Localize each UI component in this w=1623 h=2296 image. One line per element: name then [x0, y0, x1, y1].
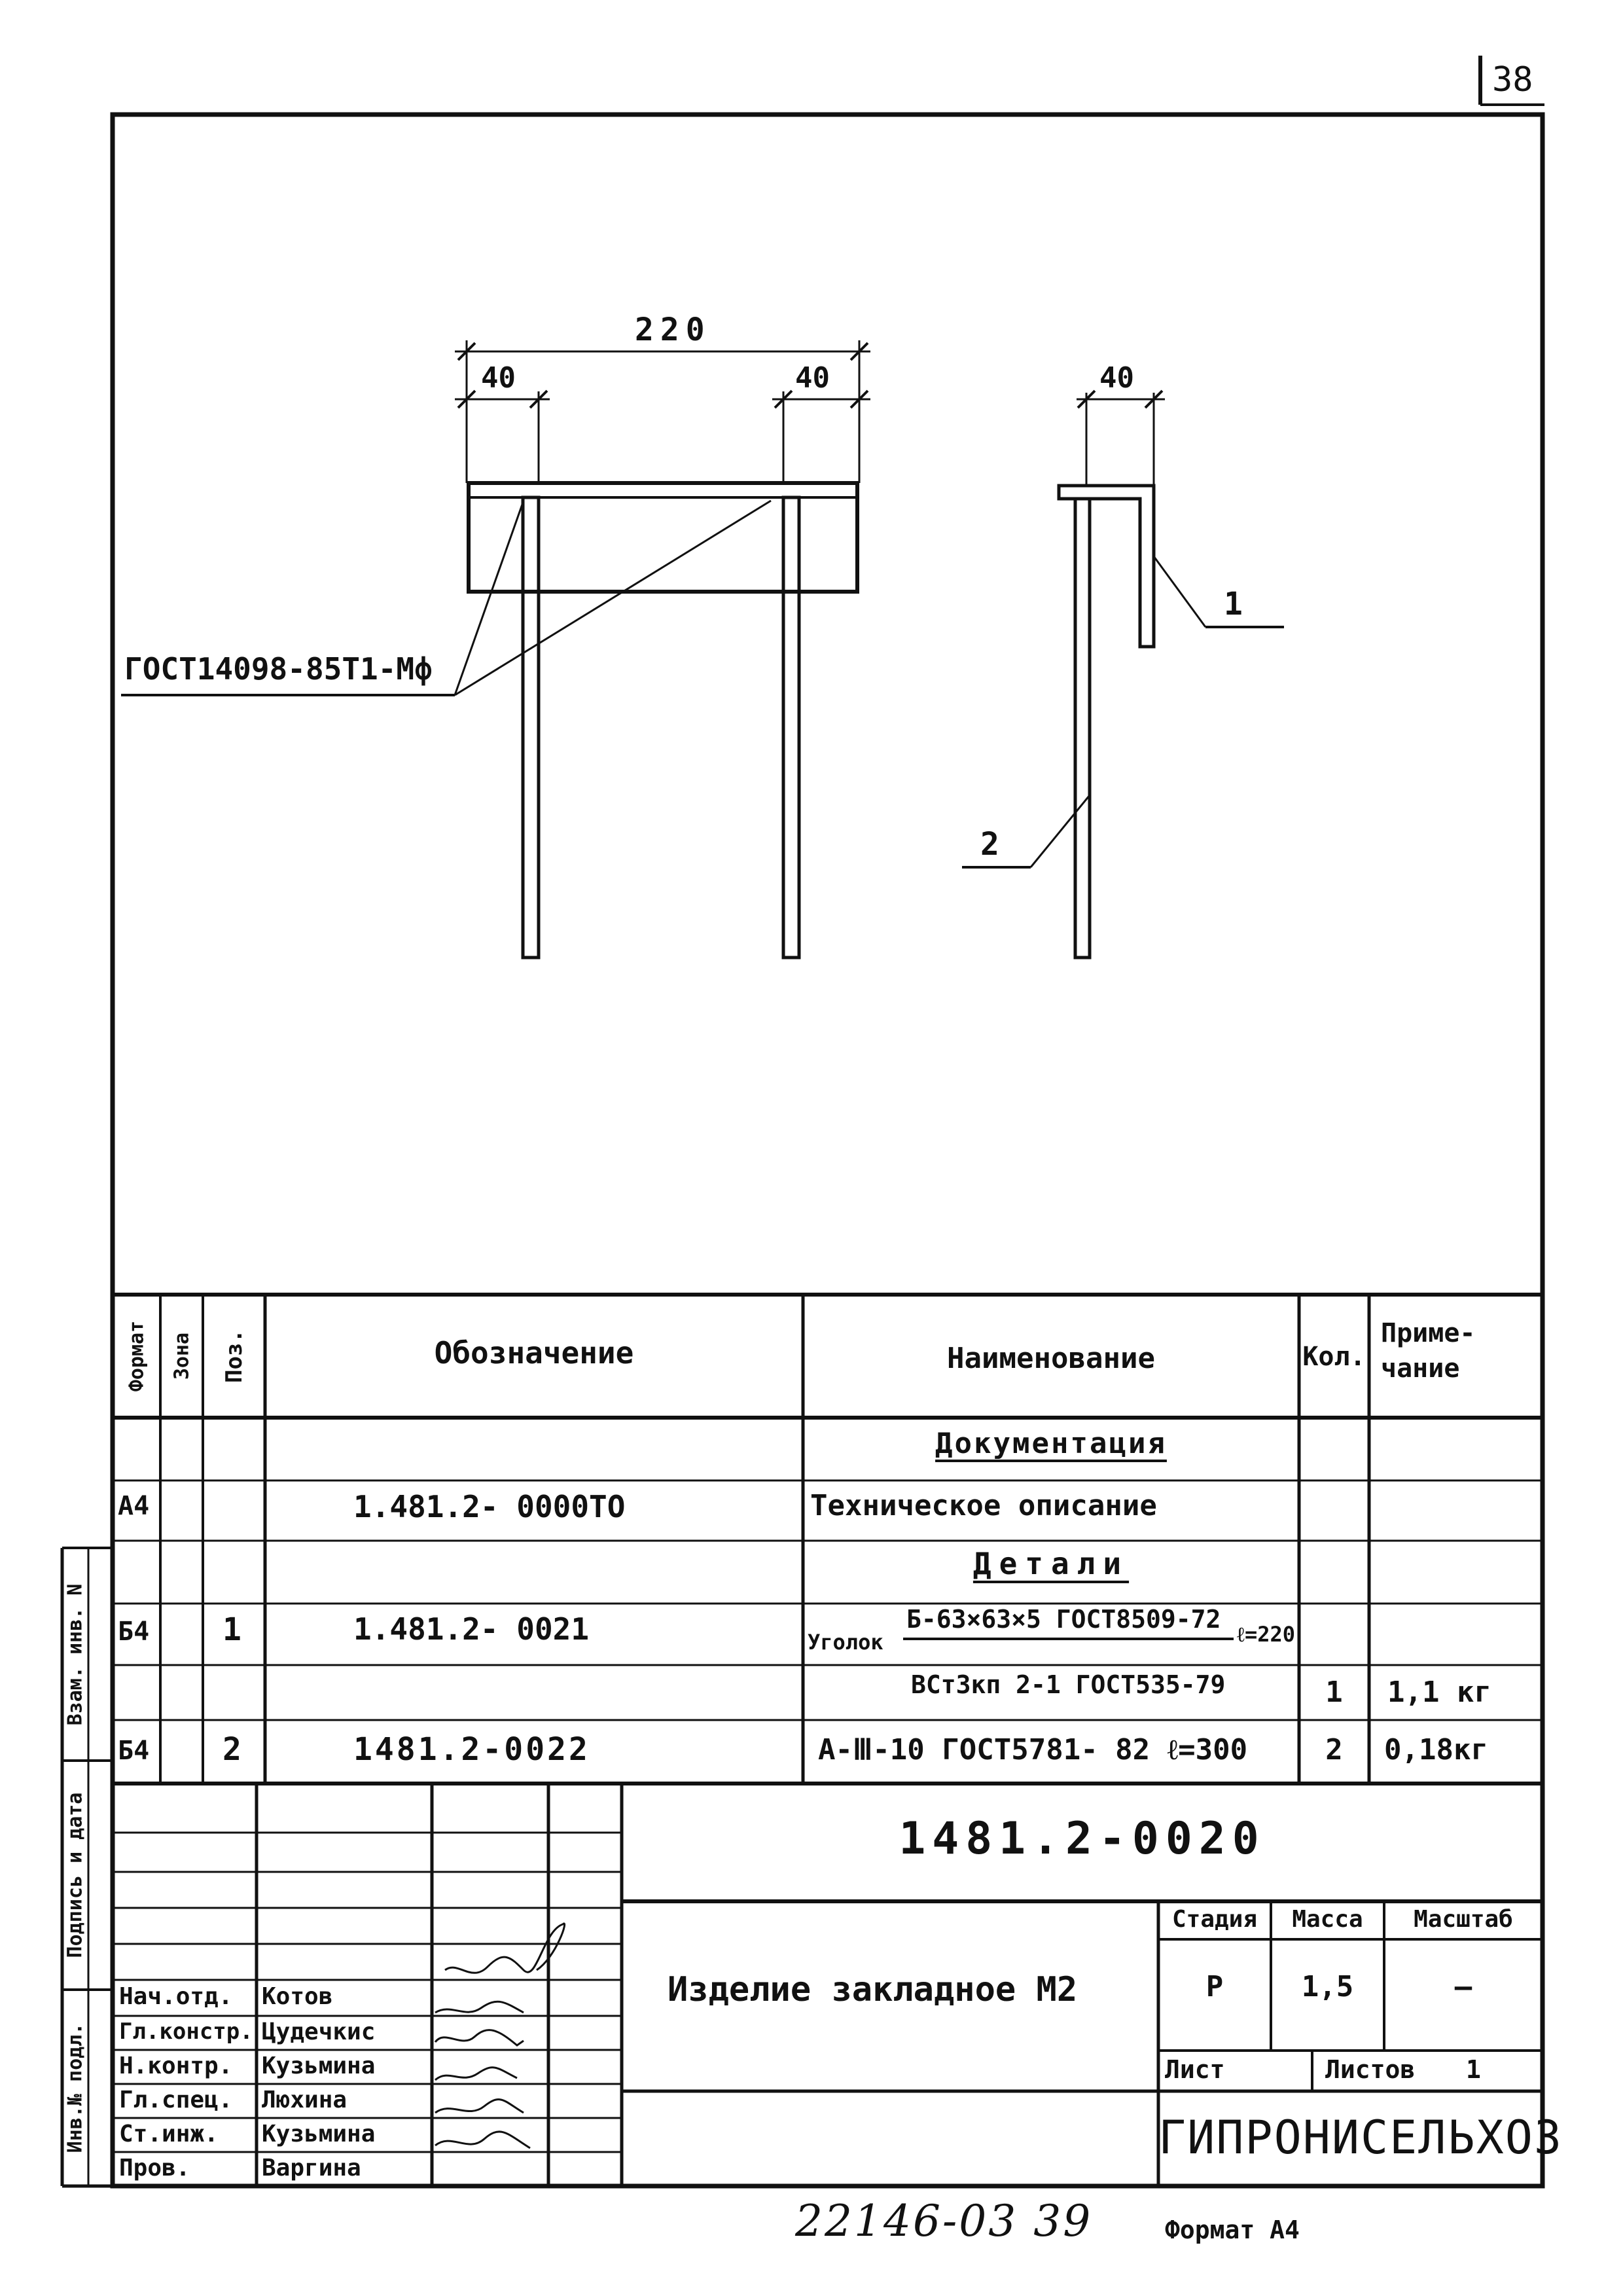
row1-name-suffix: ℓ=220 — [1237, 1622, 1296, 1647]
dim-side: 40 — [1099, 361, 1134, 395]
callout-1: 1 — [1224, 586, 1243, 622]
section-parts: Детали — [972, 1546, 1130, 1581]
row1-qty: 1 — [1325, 1676, 1343, 1709]
sig-name: Котов — [262, 1983, 333, 2010]
sig-role: Ст.инж. — [119, 2121, 219, 2147]
section-documentation: Документация — [935, 1427, 1167, 1460]
header-name: Наименование — [947, 1342, 1155, 1375]
row1-name-top: Б-63×63×5 ГОСТ8509-72 — [906, 1605, 1221, 1634]
sig-name: Кузьмина — [262, 2053, 376, 2079]
sheet-label: Лист — [1165, 2055, 1225, 2084]
row2-pos: 2 — [223, 1731, 241, 1768]
sig-name: Варгина — [262, 2155, 361, 2181]
sig-name: Цудечкис — [262, 2018, 376, 2045]
mass-value: 1,5 — [1301, 1970, 1354, 2003]
stamp-vzam: Взам. инв. N — [63, 1583, 87, 1725]
sheets-label: Листов — [1325, 2055, 1416, 2084]
sheets-value: 1 — [1466, 2055, 1481, 2084]
header-pos: Поз. — [221, 1329, 247, 1383]
doc-number: 1481.2-0020 — [899, 1813, 1266, 1865]
sig-role: Н.контр. — [119, 2053, 233, 2079]
row-doc-format: А4 — [118, 1491, 150, 1521]
dim-right: 40 — [795, 361, 830, 395]
row-doc-name: Техническое описание — [810, 1489, 1157, 1522]
stamp-inv: Инв.№ подл. — [63, 2022, 87, 2153]
scale-value: — — [1454, 1970, 1472, 2003]
footer-format: Формат А4 — [1165, 2215, 1300, 2244]
doc-title: Изделие закладное М2 — [668, 1970, 1078, 2009]
header-note: Приме- чание — [1381, 1318, 1476, 1384]
footer-handwritten: 22146-03 39 — [795, 2196, 1093, 2246]
sig-name: Люхина — [262, 2087, 348, 2113]
stage-value: Р — [1205, 1970, 1224, 2003]
page-number: 38 — [1492, 60, 1533, 99]
dim-total: 220 — [635, 312, 711, 348]
callout-2: 2 — [980, 826, 999, 863]
sig-role: Нач.отд. — [119, 1983, 233, 2010]
row2-note: 0,18кг — [1384, 1733, 1488, 1767]
sig-role: Пров. — [119, 2155, 190, 2181]
row2-qty: 2 — [1325, 1733, 1343, 1767]
row1-name-prefix: Уголок — [808, 1630, 883, 1655]
stamp-podpis: Подпись и дата — [63, 1792, 87, 1958]
row1-fraction-line — [903, 1638, 1234, 1640]
row2-format: Б4 — [118, 1736, 150, 1766]
row2-name: А-Ⅲ-10 ГОСТ5781- 82 ℓ=300 — [818, 1733, 1248, 1767]
sig-role: Гл.спец. — [119, 2087, 233, 2113]
row1-name-bottom: ВСт3кп 2-1 ГОСТ535-79 — [911, 1670, 1226, 1699]
header-designation: Обозначение — [434, 1335, 634, 1371]
header-format: Формат — [125, 1320, 148, 1392]
row-doc-designation: 1.481.2- 0000ТО — [353, 1489, 626, 1524]
sig-role: Гл.констр. — [119, 2018, 253, 2045]
dim-left: 40 — [481, 361, 516, 395]
header-zone: Зона — [170, 1332, 193, 1380]
organization: ГИПРОНИСЕЛЬХОЗ — [1158, 2111, 1563, 2164]
row1-designation: 1.481.2- 0021 — [353, 1611, 590, 1647]
row1-note: 1,1 кг — [1387, 1676, 1491, 1709]
stage-label: Стадия — [1171, 1906, 1258, 1933]
mass-label: Масса — [1292, 1906, 1363, 1933]
header-qty: Кол. — [1302, 1342, 1366, 1372]
scale-label: Масштаб — [1414, 1906, 1513, 1933]
signature-scribbles — [435, 1924, 565, 2148]
row1-pos: 1 — [223, 1611, 241, 1648]
row2-designation: 1481.2-0022 — [353, 1731, 590, 1768]
weld-note: ГОСТ14098-85Т1-Мф — [124, 651, 433, 687]
row1-format: Б4 — [118, 1617, 150, 1647]
sig-name: Кузьмина — [262, 2121, 376, 2147]
